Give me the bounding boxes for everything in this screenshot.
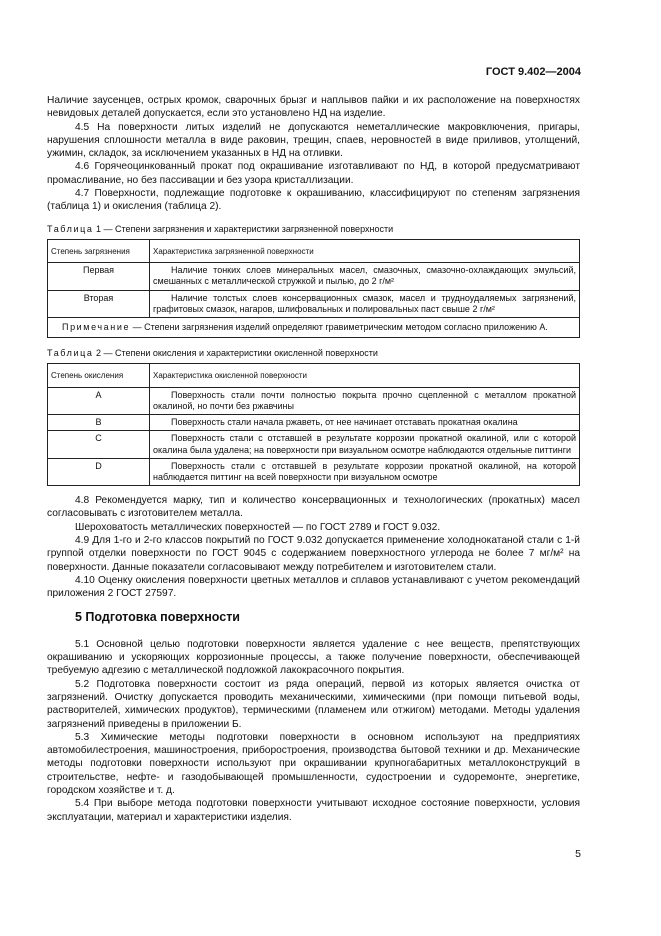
table-1-header-characteristic: Характеристика загрязненной поверхности: [150, 239, 580, 262]
table-row: [48, 415, 580, 431]
table-1-note-text: — Степени загрязнения изделий определяют гравиметрическим методом согласно приложению А.: [130, 321, 548, 332]
paragraph-4-9: 4.9 Для 1-го и 2-го классов покрытий по ГОСТ 9.032 допускается применение холоднокатаной стали с 1-й группой отделки поверхности по ГОСТ 9045 с содержанием поверхностного углерода не более 7 мг/м² на поверхности. Данные показатели согласовывают между потребителем и изготовителем стали.: [47, 535, 580, 573]
table-1-caption-text: 1 — Степени загрязнения и характеристики загрязненной поверхности: [93, 223, 394, 234]
paragraph-4-5: 4.5 На поверхности литых изделий не допускаются неметаллические макровключения, пригары, нарушения сплошности металла в виде раковин, трещин, спаев, неровностей в виде приливов, утолщений, ужимин, складок, за исключением указанных в НД на отливки.: [47, 121, 580, 160]
table-2-desc-cell: Поверхность стали начала ржаветь, от нее начинает отставать прокатная окалина: [150, 415, 580, 431]
table-1-desc-cell: Наличие толстых слоев консервационных смазок, масел и трудноудаляемых загрязнений, графитовых смазок, нагаров, шлифовальных и полировальных паст свыше 2 г/м²: [150, 290, 580, 317]
table-header-row: [48, 239, 580, 262]
paragraph-5-2: 5.2 Подготовка поверхности состоит из ряда операций, первой из которых является очистка от загрязнений. Очистку допускается проводить механическими, химическими (при помощи питьевой воды, растворителей, химических продуктов), термическими (пламенем или отжигом) методами. Методы удаления загрязнений приведены в приложении Б.: [47, 678, 580, 730]
table-header-row: [48, 364, 580, 387]
table-1-note-word: Примечание: [62, 321, 131, 332]
table-2-degree-cell: А: [48, 387, 150, 414]
page-number: 5: [575, 848, 581, 860]
paragraph-5-1: 5.1 Основной целью подготовки поверхности является удаление с нее веществ, препятствующих окрашиванию и ускоряющих коррозионные процессы, а также получение поверхности, обеспечивающей требуемую адгезию с металлической подложкой лакокрасочного покрытия.: [47, 638, 580, 677]
table-2-degree-cell: В: [48, 415, 150, 431]
table-row: [48, 290, 580, 317]
table-row: [48, 458, 580, 485]
table-2-header-characteristic: Характеристика окисленной поверхности: [150, 364, 580, 387]
table-1-header-degree: Степень загрязнения: [48, 239, 150, 262]
table-1-note-row: [48, 317, 580, 337]
table-2-header-degree: Степень окисления: [48, 364, 150, 387]
table-row: [48, 387, 580, 414]
table-2-caption-word: Таблица: [47, 348, 94, 359]
paragraph-4-10: 4.10 Оценку окисления поверхности цветных металлов и сплавов устанавливают с учетом рекомендаций приложения 2 ГОСТ 27597.: [47, 574, 580, 600]
table-2-desc-cell: Поверхность стали с отставшей в результате коррозии прокатной окалиной, или с которой окалина была удалена; на поверхности при визуальном осмотре наблюдаются отдельные питтинги: [150, 431, 580, 458]
table-1-caption: [47, 223, 580, 236]
table-2-oxidation: [47, 363, 580, 486]
table-1-caption-word: Таблица: [47, 223, 94, 234]
table-2-caption: [47, 347, 580, 360]
section-5-heading: 5 Подготовка поверхности: [75, 610, 240, 625]
paragraph-5-3: 5.3 Химические методы подготовки поверхности в основном используют на предприятиях автомобилестроения, машиностроения, приборостроения, производства бытовой техники и др. Механические методы подготовки поверхности используют при окрашивании крупногабаритных металлоконструкций в строительстве, нефте- и газодобывающей промышленности, судостроении и судоремонте, энергетике, городском хозяйстве и т. д.: [47, 731, 580, 797]
paragraph-4-7: 4.7 Поверхности, подлежащие подготовке к окрашиванию, классифицируют по степеням загрязнения (таблица 1) и окисления (таблица 2).: [47, 188, 580, 213]
table-row: [48, 431, 580, 458]
paragraph-intro: Наличие заусенцев, острых кромок, сварочных брызг и наплывов пайки и их расположение на поверхностях невидовых деталей допускается, если это установлено НД на изделие.: [47, 95, 580, 120]
table-1-note: [48, 317, 580, 337]
document-header: ГОСТ 9.402—2004: [485, 66, 581, 78]
paragraph-4-8: 4.8 Рекомендуется марку, тип и количество консервационных и технологических (прокатных) масел согласовывать с изготовителем металла.: [47, 495, 580, 520]
paragraph-5-4: 5.4 При выборе метода подготовки поверхности учитывают исходное состояние поверхности, условия эксплуатации, материал и характеристики изделия.: [47, 798, 580, 823]
document-body: [47, 94, 580, 824]
table-2-degree-cell: С: [48, 431, 150, 458]
table-1-degree-cell: Вторая: [48, 290, 150, 317]
paragraph-4-8-roughness: Шероховатость металлических поверхностей — по ГОСТ 2789 и ГОСТ 9.032.: [75, 521, 441, 533]
table-2-desc-cell: Поверхность стали с отставшей в результате коррозии прокатной окалиной, на которой наблюдается питтинг на всей поверхности при визуальном осмотре: [150, 458, 580, 485]
table-2-degree-cell: D: [48, 458, 150, 485]
table-2-desc-cell: Поверхность стали почти полностью покрыта прочно сцепленной с металлом прокатной окалиной, но почти без ржавчины: [150, 387, 580, 414]
table-1-desc-cell: Наличие тонких слоев минеральных масел, смазочных, смазочно-охлаждающих эмульсий, смешанных с металлической стружкой и пылью, до 2 г/м²: [150, 263, 580, 290]
table-row: [48, 263, 580, 290]
table-1-degree-cell: Первая: [48, 263, 150, 290]
table-1-contamination: [47, 239, 580, 338]
paragraph-4-6: 4.6 Горячеоцинкованный прокат под окрашивание изготавливают по НД, в которой предусматривают промасливание, но без пассивации и без узора кристаллизации.: [47, 161, 580, 186]
table-2-caption-text: 2 — Степени окисления и характеристики окисленной поверхности: [93, 348, 378, 359]
